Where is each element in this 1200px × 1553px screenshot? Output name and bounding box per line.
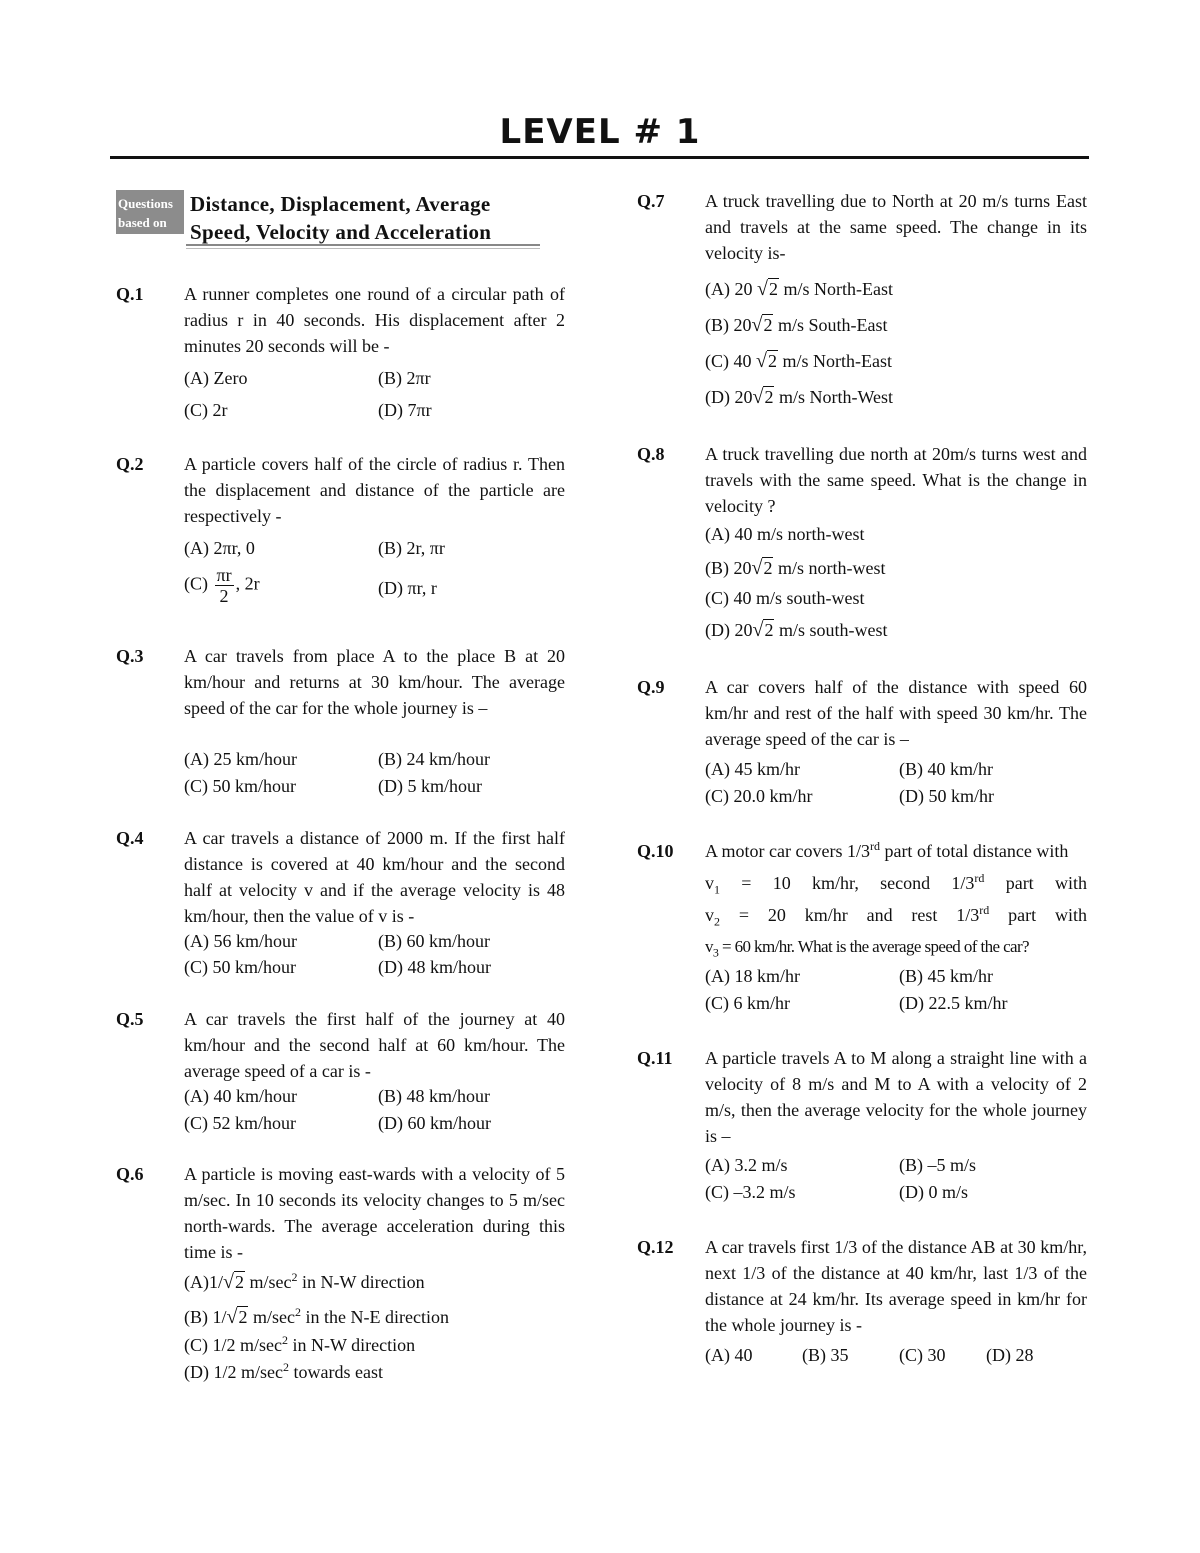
option-a: (A) 3.2 m/s [705, 1155, 788, 1175]
text-segment: A motor car covers 1/3 [705, 841, 870, 861]
radicand: 2 [763, 558, 773, 578]
text-segment: part of total distance with [879, 841, 1069, 861]
q10-line-1 [705, 838, 1087, 864]
question-text: A car travels a distance of 2000 m. If the first half distance is covered at 40 km/hour and the second half at velocity v and if the average velocity is 48 km/hour, then the value of v is - [184, 828, 565, 926]
question-text: A car travels first 1/3 of the distance AB at 30 km/hr, next 1/3 of the distance at 40 km/hr, last 1/3 of the distance at 24 km/hr. Its average speed in km/hr for the whole journey is - [705, 1237, 1087, 1335]
badge-line-1: Questions [118, 196, 173, 211]
option-a: (A) 2πr, 0 [184, 538, 255, 558]
option-d [184, 1359, 383, 1385]
option-a: (A) Zero [184, 368, 248, 388]
question-text: A truck travelling due north at 20m/s turns west and travels with the same speed. What is the change in velocity ? [705, 444, 1087, 516]
option-b: (B) 45 km/hr [899, 966, 993, 986]
option-d [705, 617, 888, 643]
option-d: (D) 48 km/hour [378, 957, 491, 977]
option-b: (B) 40 km/hr [899, 759, 993, 779]
radicand: 2 [763, 315, 773, 335]
option-c: (C) 40 m/s south-west [705, 588, 865, 608]
text-segment: = 60 km/hr. What is the average speed of the car? [718, 937, 1029, 956]
option-d: (D) 60 km/hour [378, 1113, 491, 1133]
question-text: A particle covers half of the circle of radius r. Then the displacement and distance of the particle are respectively - [184, 454, 565, 526]
subscript: 1 [714, 882, 720, 897]
option-a [705, 276, 893, 302]
option-a: (A) 25 km/hour [184, 749, 297, 769]
question-text: A particle is moving east-wards with a velocity of 5 m/sec. In 10 seconds its velocity changes to 5 m/sec north-wards. The average acceleration during this time is - [184, 1164, 565, 1262]
option-b-unit: m/sec [248, 1307, 295, 1327]
option-b-unit: m/s South-East [773, 315, 888, 335]
badge-line-2: based on [118, 215, 167, 230]
question-text: A car travels the first half of the journey at 40 km/hour and the second half at 60 km/hour. The average speed of a car is - [184, 1009, 565, 1081]
question-number: Q.10 [637, 841, 674, 861]
squared-exponent: 2 [291, 1270, 298, 1284]
sqrt-symbol: √2 [226, 1306, 248, 1328]
option-b-unit: m/s north-west [773, 558, 886, 578]
question-number: Q.1 [116, 284, 144, 304]
option-c: (C) 50 km/hour [184, 776, 296, 796]
option-b-prefix: (B) 20 [705, 315, 752, 335]
option-a-prefix: (A) 20 [705, 279, 753, 299]
section-heading [116, 186, 542, 252]
option-d: (D) 5 km/hour [378, 776, 482, 796]
page-title: LEVEL # 1 [499, 112, 701, 152]
subscript: 2 [714, 914, 720, 929]
question-number: Q.11 [637, 1048, 673, 1068]
question-number: Q.7 [637, 191, 665, 211]
option-a-unit: m/s North-East [778, 279, 893, 299]
option-a: (A) 56 km/hour [184, 931, 297, 951]
question-number: Q.5 [116, 1009, 144, 1029]
text-segment: v [705, 873, 714, 893]
section-underline-shadow [186, 248, 540, 249]
option-d: (D) πr, r [378, 578, 437, 598]
fraction [215, 565, 234, 606]
option-c [184, 565, 260, 606]
ordinal-suffix: rd [974, 871, 985, 885]
question-text [705, 838, 1087, 960]
option-b: (B) 48 km/hour [378, 1086, 490, 1106]
text-segment: part with [989, 905, 1087, 925]
section-title [190, 190, 491, 246]
question-number: Q.6 [116, 1164, 144, 1184]
option-b: (B) 35 [802, 1345, 849, 1365]
q10-line-4 [705, 934, 1087, 960]
q10-line-2 [705, 870, 1087, 896]
squared-exponent: 2 [281, 1333, 288, 1347]
question-number: Q.3 [116, 646, 144, 666]
radicand: 2 [238, 1307, 248, 1327]
option-c: (C) 2r [184, 400, 228, 420]
fraction-numerator: πr [216, 565, 232, 585]
option-d [705, 384, 893, 410]
text-segment: v [705, 937, 713, 956]
option-b: (B) 2r, πr [378, 538, 445, 558]
option-d-tail: towards east [288, 1362, 383, 1382]
option-c [184, 1332, 415, 1358]
question-number: Q.2 [116, 454, 144, 474]
question-text: A car travels from place A to the place B at 20 km/hour and returns at 30 km/hour. The average speed of the car for the whole journey is – [184, 646, 565, 718]
option-b-tail: in the N-E direction [300, 1307, 449, 1327]
radicand: 2 [234, 1272, 244, 1292]
option-c: (C) 20.0 km/hr [705, 786, 813, 806]
option-b: (B) 60 km/hour [378, 931, 490, 951]
q10-line-3 [705, 902, 1087, 928]
text-segment: v [705, 905, 714, 925]
option-d: (D) 50 km/hr [899, 786, 994, 806]
questions-based-on-badge [116, 190, 184, 234]
ordinal-suffix: rd [979, 903, 990, 917]
option-d: (D) 7πr [378, 400, 432, 420]
section-title-line-1: Distance, Displacement, Average [190, 192, 491, 216]
option-a-prefix: (A)1/ [184, 1272, 223, 1292]
option-a: (A) 40 [705, 1345, 753, 1365]
sqrt-symbol: √2 [757, 278, 778, 300]
squared-exponent: 2 [282, 1360, 289, 1374]
sqrt-symbol: √2 [756, 350, 777, 372]
sqrt-symbol: √2 [752, 386, 774, 408]
sqrt-symbol: √2 [752, 619, 774, 641]
question-text: A truck travelling due to North at 20 m/s turns East and travels at the same speed. The change in its velocity is- [705, 191, 1087, 263]
option-d: (D) 22.5 km/hr [899, 993, 1008, 1013]
option-c [705, 348, 892, 374]
option-a: (A) 18 km/hr [705, 966, 800, 986]
question-number: Q.9 [637, 677, 665, 697]
question-number: Q.4 [116, 828, 144, 848]
sqrt-symbol: √2 [751, 557, 773, 579]
section-underline [186, 244, 540, 246]
option-d-prefix: (D) 20 [705, 620, 753, 640]
option-c-label: (C) [184, 573, 208, 594]
option-a: (A) 45 km/hr [705, 759, 800, 779]
option-b [705, 312, 888, 338]
text-segment: = 10 km/hr, second 1/3 [720, 873, 975, 893]
option-b [705, 555, 885, 581]
question-text: A runner completes one round of a circular path of radius r in 40 seconds. His displacement after 2 minutes 20 seconds will be - [184, 284, 565, 356]
option-d: (D) 0 m/s [899, 1182, 968, 1202]
question-number: Q.8 [637, 444, 665, 464]
sqrt-symbol: √2 [751, 314, 773, 336]
option-d: (D) 28 [986, 1345, 1034, 1365]
title-divider [110, 156, 1089, 159]
option-a: (A) 40 m/s north-west [705, 524, 865, 544]
subscript: 3 [712, 945, 719, 960]
question-number: Q.12 [637, 1237, 674, 1257]
option-c: (C) 52 km/hour [184, 1113, 296, 1133]
option-a-tail: in N-W direction [297, 1272, 425, 1292]
option-c-prefix: (C) 1/2 m/sec [184, 1335, 282, 1355]
fraction-denominator: 2 [219, 586, 229, 606]
option-c: (C) 50 km/hour [184, 957, 296, 977]
option-c-unit: m/s North-East [777, 351, 892, 371]
text-segment: part with [984, 873, 1087, 893]
radicand: 2 [768, 279, 778, 299]
option-d-unit: m/s south-west [774, 620, 888, 640]
text-segment: = 20 km/hr and rest 1/3 [720, 905, 980, 925]
option-a: (A) 40 km/hour [184, 1086, 297, 1106]
option-c-prefix: (C) 40 [705, 351, 752, 371]
option-c: (C) 30 [899, 1345, 946, 1365]
option-c: (C) 6 km/hr [705, 993, 790, 1013]
option-d-prefix: (D) 20 [705, 387, 753, 407]
radicand: 2 [764, 387, 774, 407]
sqrt-symbol: √2 [223, 1271, 244, 1293]
option-b: (B) –5 m/s [899, 1155, 977, 1175]
option-b: (B) 24 km/hour [378, 749, 490, 769]
option-d-unit: m/s North-West [774, 387, 894, 407]
section-title-line-2: Speed, Velocity and Acceleration [190, 220, 492, 244]
question-text: A particle travels A to M along a straight line with a velocity of 8 m/s and M to A with a velocity of 2 m/s, then the average velocity for the whole journey is – [705, 1048, 1087, 1146]
option-b-prefix: (B) 20 [705, 558, 752, 578]
option-b [184, 1304, 449, 1330]
question-text: A car covers half of the distance with speed 60 km/hr and rest of the half with speed 30 km/hr. The average speed of the car is – [705, 677, 1087, 749]
radicand: 2 [767, 351, 777, 371]
option-a-unit: m/sec [244, 1272, 292, 1292]
option-c-tail: in N-W direction [287, 1335, 416, 1355]
option-b: (B) 2πr [378, 368, 431, 388]
option-a [184, 1269, 425, 1295]
option-c: (C) –3.2 m/s [705, 1182, 796, 1202]
option-c-tail: , 2r [235, 573, 260, 594]
radicand: 2 [764, 620, 774, 640]
ordinal-suffix: rd [869, 839, 880, 853]
squared-exponent: 2 [294, 1305, 301, 1319]
option-b-prefix: (B) 1/ [184, 1307, 227, 1327]
option-d-prefix: (D) 1/2 m/sec [184, 1362, 283, 1382]
